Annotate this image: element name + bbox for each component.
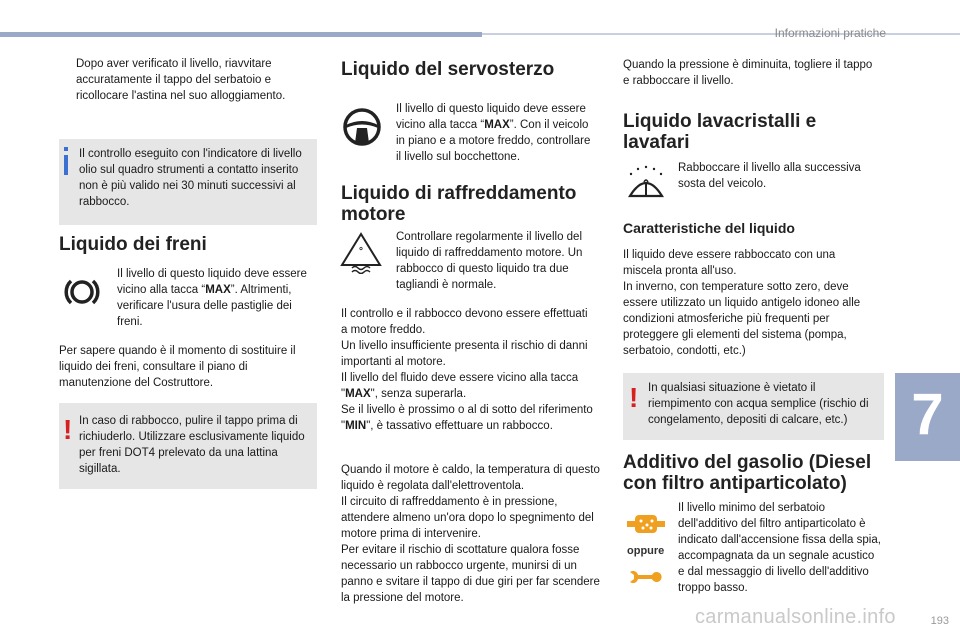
info-text: Il controllo eseguito con l'indicatore di livello olio sul quadro strumenti a contatto inserito non è più valido nei 30 minuti successivi al rabbocco. [79,148,302,208]
steering-wheel-icon [341,106,383,153]
coolant-text: Controllare regolarmente il livello del liquido di raffreddamento motore. Un rabbocco di questo liquido tra due tagliandi è normale. [396,231,583,291]
coolant-title: Liquido di raffreddamento motore [341,183,577,225]
watermark: carmanualsonline.info [695,606,896,628]
section-header: Informazioni pratiche [774,26,886,40]
brake-paragraph: Per sapere quando è il momento di sostituire il liquido dei freni, consultare il piano di manutenzione del Costruttore. [59,345,296,389]
washer-title: Liquido lavacristalli e lavafari [623,111,817,153]
washer-text: Rabboccare il livello alla successiva sosta del veicolo. [678,162,861,190]
bullet-text: Dopo aver verificato il livello, riavvitare accuratamente il tappo del serbatoio e ricollocare l'astina nel suo alloggiamento. [76,58,286,102]
oppure-label: oppure [627,545,665,557]
warning-text: In caso di rabbocco, pulire il tappo prima di richiuderlo. Utilizzare esclusivamente liquido per freni DOT4 prelevato da una lattina sigillata. [79,415,305,475]
chapter-number: 7 [911,382,944,447]
steering-text: Il livello di questo liquido deve essere vicino alla tacca “MAX”. Con il veicolo in piano e a motore freddo, controllare il livello sul bocchettone. [396,103,591,163]
spec-text: Il liquido deve essere rabboccato con una miscela pronta all'uso. In inverno, con temperature sotto zero, deve essere utilizzato un liquido antigelo idoneo alle condizioni atmosferiche più frequenti per proteggere gli elementi del sistema (pompa, serbatoio, condotti, etc.) [623,249,861,357]
header-bar [0,32,482,37]
diesel-text: Il livello minimo del serbatoio dell'additivo del filtro antiparticolato è indicato dall'accensione fissa della spia, accompagnata da un segnale acustico e dal messaggio di livello dell'additivo troppo basso. [678,502,881,594]
info-icon-dot [64,147,68,151]
coolant-paragraph-1: Il controllo e il rabbocco devono essere effettuati a motore freddo. Un livello insufficiente presenta il rischio di danni importanti al motore. Il livello del fluido deve essere vicino alla tacca "MAX", senza superarla. Se il livello è prossimo o al di sotto del riferimento "MIN", è tassativo effettuare un rabbocco. [341,308,593,432]
spec-title: Caratteristiche del liquido [623,220,795,236]
svg-text:°: ° [359,246,363,257]
diesel-title: Additivo del gasolio (Diesel con filtro antiparticolato) [623,452,872,494]
brake-title: Liquido dei freni [59,234,207,255]
page-number: 193 [930,615,949,627]
coolant-temperature-icon [340,232,382,279]
wrench-icon [628,568,662,591]
warning-icon: ! [63,414,73,445]
warning-icon: ! [629,382,639,413]
header-bar-thin [482,33,960,35]
warning-text-washer: In qualsiasi situazione è vietato il riempimento con acqua semplice (rischio di congelamento, depositi di calcare, etc.) [648,382,869,426]
warning-box [59,403,317,489]
info-icon [64,155,68,175]
brake-warning-icon [62,272,102,317]
info-box [59,139,317,225]
coolant-paragraph-2: Quando il motore è caldo, la temperatura di questo liquido è regolata dall'elettroventola. Il circuito di raffreddamento è in pressione, attendere almeno un'ora dopo lo spegnimento del motore prima di intervenire. Per evitare il rischio di scottature qualora fosse necessario un rabbocco urgente, munirsi di un panno e svitare il tappo di due giri per far scendere la pressione del motore. [341,464,600,604]
washer-fluid-icon [624,162,668,207]
brake-text: Il livello di questo liquido deve essere vicino alla tacca “MAX”. Altrimenti, verificare l'usura delle pastiglie dei freni. [117,268,307,328]
particle-filter-icon [625,511,669,544]
pressure-text: Quando la pressione è diminuita, togliere il tappo e rabboccare il livello. [623,59,873,87]
steering-title: Liquido del servosterzo [341,59,555,80]
warning-box-washer [623,373,884,440]
